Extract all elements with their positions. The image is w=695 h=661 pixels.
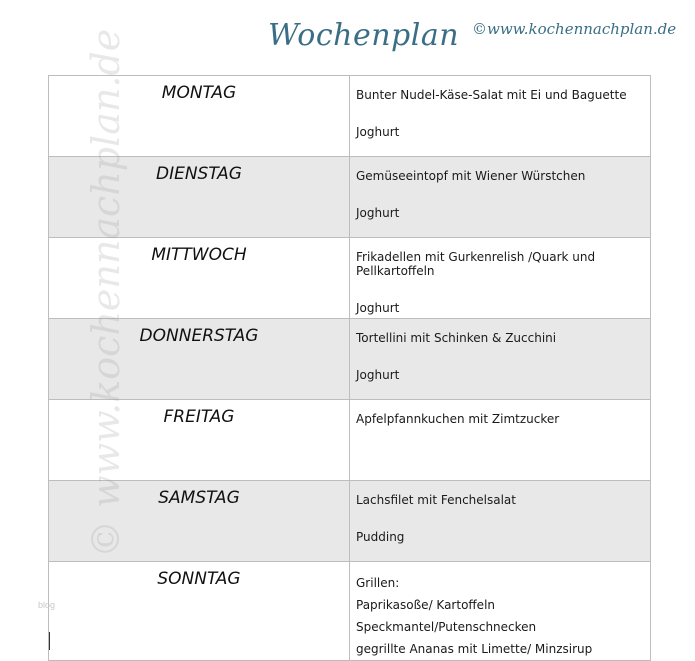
- meal-main: Frikadellen mit Gurkenrelish /Quark und Pellkartoffeln: [356, 250, 596, 278]
- site-url: ©www.kochennachplan.de: [472, 20, 677, 38]
- table-row: [49, 481, 651, 562]
- day-label: DONNERSTAG: [139, 326, 259, 346]
- table-row: [49, 157, 651, 238]
- meal-cell: [350, 481, 651, 562]
- meal-cell: [350, 238, 651, 319]
- weekly-plan-table: [48, 75, 651, 661]
- table-row: [49, 562, 651, 661]
- meal-main: Apfelpfannkuchen mit Zimtzucker: [356, 412, 560, 426]
- meal-dessert: Pudding: [356, 530, 405, 544]
- day-cell: [49, 319, 350, 400]
- meal-dessert: Joghurt: [356, 206, 400, 220]
- meal-cell: [350, 157, 651, 238]
- day-cell: [49, 76, 350, 157]
- meal-cell: [350, 562, 651, 661]
- meal-dessert: Joghurt: [356, 125, 400, 139]
- meal-dessert: gegrillte Ananas mit Limette/ Minzsirup: [356, 642, 593, 656]
- meal-cell: [350, 319, 651, 400]
- blog-label: blog: [38, 600, 56, 610]
- text-cursor: [49, 632, 50, 650]
- table-row: [49, 319, 651, 400]
- meal-cell: [350, 76, 651, 157]
- table-row: [49, 238, 651, 319]
- meal-cell: [350, 400, 651, 481]
- day-label: FREITAG: [163, 407, 235, 427]
- day-cell: [49, 562, 350, 661]
- day-label: MONTAG: [161, 83, 237, 103]
- day-cell: [49, 481, 350, 562]
- table-row: [49, 400, 651, 481]
- day-label: SONNTAG: [157, 569, 241, 589]
- watermark: © www.kochennachplan.de: [84, 28, 128, 558]
- day-label: DIENSTAG: [156, 164, 242, 184]
- day-label: SAMSTAG: [158, 488, 240, 508]
- meal-dessert: Joghurt: [356, 301, 400, 315]
- meal-main: Grillen:: [356, 576, 400, 590]
- day-cell: [49, 157, 350, 238]
- meal-grill-items: Paprikasoße/ Kartoffeln Speckmantel/Putenschnecken: [356, 598, 537, 634]
- day-cell: [49, 238, 350, 319]
- meal-main: Bunter Nudel-Käse-Salat mit Ei und Baguette: [356, 88, 627, 102]
- meal-main: Lachsfilet mit Fenchelsalat: [356, 493, 516, 507]
- meal-dessert: Joghurt: [356, 368, 400, 382]
- page-title: Wochenplan: [268, 18, 460, 53]
- table-row: [49, 76, 651, 157]
- day-cell: [49, 400, 350, 481]
- meal-dessert: [356, 426, 650, 449]
- day-label: MITTWOCH: [151, 245, 247, 265]
- meal-main: Gemüseeintopf mit Wiener Würstchen: [356, 169, 586, 183]
- meal-main: Tortellini mit Schinken & Zucchini: [356, 331, 557, 345]
